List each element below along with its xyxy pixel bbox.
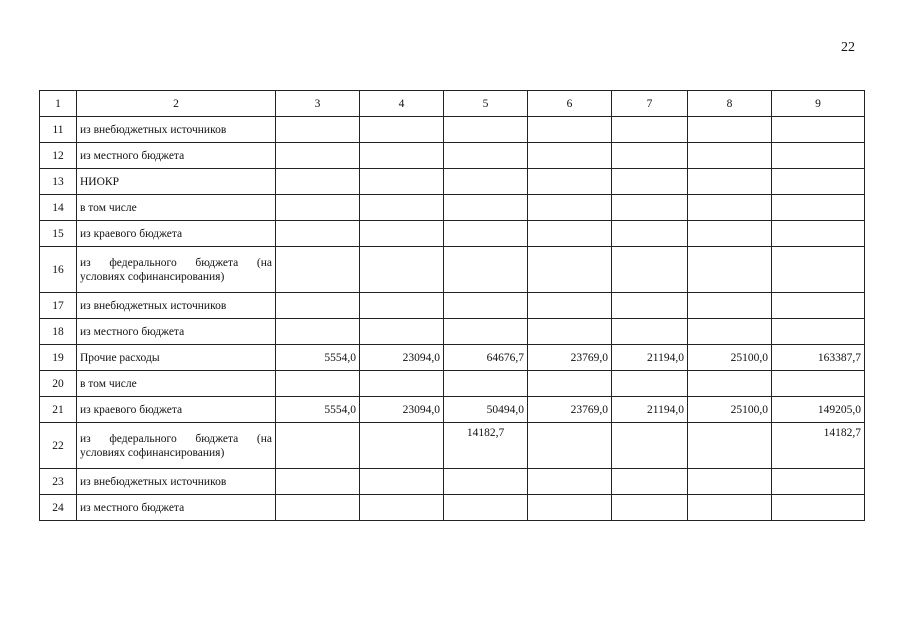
row-name-cell: из внебюджетных источников xyxy=(77,469,276,495)
row-number-cell: 20 xyxy=(40,371,77,397)
value-cell xyxy=(612,495,688,521)
value-cell xyxy=(528,221,612,247)
value-cell xyxy=(528,319,612,345)
value-cell xyxy=(772,195,865,221)
value-cell xyxy=(276,423,360,469)
row-name-cell: из краевого бюджета xyxy=(77,221,276,247)
value-cell: 21194,0 xyxy=(612,345,688,371)
value-cell xyxy=(528,371,612,397)
value-cell xyxy=(444,169,528,195)
value-cell xyxy=(360,221,444,247)
column-header: 3 xyxy=(276,91,360,117)
value-cell xyxy=(612,469,688,495)
table-row xyxy=(40,319,865,345)
value-cell: 23094,0 xyxy=(360,397,444,423)
value-cell xyxy=(360,143,444,169)
value-cell xyxy=(276,469,360,495)
row-name-cell: из местного бюджета xyxy=(77,143,276,169)
row-number-cell: 11 xyxy=(40,117,77,143)
column-header: 1 xyxy=(40,91,77,117)
value-cell xyxy=(360,469,444,495)
value-cell xyxy=(528,169,612,195)
value-cell: 14182,7 xyxy=(772,423,865,469)
row-number-cell: 22 xyxy=(40,423,77,469)
row-name-cell: из федерального бюджета (на условиях софинансирования) xyxy=(77,247,276,293)
value-cell xyxy=(528,117,612,143)
table-row xyxy=(40,169,865,195)
value-cell xyxy=(612,195,688,221)
value-cell xyxy=(612,371,688,397)
value-cell xyxy=(444,319,528,345)
row-name-cell: из местного бюджета xyxy=(77,319,276,345)
value-cell xyxy=(276,195,360,221)
value-cell xyxy=(528,293,612,319)
value-cell xyxy=(688,423,772,469)
value-cell: 50494,0 xyxy=(444,397,528,423)
value-cell xyxy=(688,195,772,221)
value-cell xyxy=(772,293,865,319)
page-number: 22 xyxy=(841,40,855,55)
value-cell xyxy=(688,469,772,495)
value-cell xyxy=(276,495,360,521)
value-cell xyxy=(360,195,444,221)
row-name-cell: НИОКР xyxy=(77,169,276,195)
column-header: 8 xyxy=(688,91,772,117)
row-number-cell: 21 xyxy=(40,397,77,423)
value-cell: 14182,7 xyxy=(444,423,528,469)
value-cell xyxy=(444,143,528,169)
value-cell xyxy=(276,143,360,169)
value-cell: 163387,7 xyxy=(772,345,865,371)
value-cell xyxy=(612,319,688,345)
budget-table xyxy=(39,90,865,521)
value-cell xyxy=(772,143,865,169)
row-number-cell: 23 xyxy=(40,469,77,495)
value-cell xyxy=(360,319,444,345)
value-cell xyxy=(612,169,688,195)
value-cell xyxy=(276,169,360,195)
row-number-cell: 24 xyxy=(40,495,77,521)
table-row xyxy=(40,371,865,397)
table-row xyxy=(40,397,865,423)
value-cell xyxy=(444,247,528,293)
row-name-cell: в том числе xyxy=(77,195,276,221)
table-row xyxy=(40,423,865,469)
table-row xyxy=(40,469,865,495)
value-cell xyxy=(444,117,528,143)
value-cell xyxy=(528,423,612,469)
value-cell xyxy=(772,371,865,397)
value-cell: 25100,0 xyxy=(688,345,772,371)
value-cell: 5554,0 xyxy=(276,397,360,423)
value-cell xyxy=(688,143,772,169)
table-row xyxy=(40,293,865,319)
table-row xyxy=(40,195,865,221)
value-cell xyxy=(612,117,688,143)
value-cell: 23769,0 xyxy=(528,345,612,371)
table-row xyxy=(40,221,865,247)
value-cell xyxy=(360,495,444,521)
value-cell xyxy=(688,117,772,143)
value-cell xyxy=(444,195,528,221)
value-cell: 64676,7 xyxy=(444,345,528,371)
row-number-cell: 12 xyxy=(40,143,77,169)
value-cell: 23769,0 xyxy=(528,397,612,423)
value-cell xyxy=(772,495,865,521)
value-cell xyxy=(360,117,444,143)
value-cell xyxy=(612,293,688,319)
value-cell xyxy=(444,293,528,319)
row-name-cell: из внебюджетных источников xyxy=(77,293,276,319)
header-row xyxy=(40,91,865,117)
table-body xyxy=(40,117,865,521)
value-cell xyxy=(688,495,772,521)
row-name-cell: из местного бюджета xyxy=(77,495,276,521)
table-row xyxy=(40,247,865,293)
row-name-cell: из федерального бюджета (на условиях софинансирования) xyxy=(77,423,276,469)
row-number-cell: 18 xyxy=(40,319,77,345)
value-cell xyxy=(360,169,444,195)
value-cell xyxy=(444,221,528,247)
value-cell xyxy=(688,293,772,319)
value-cell xyxy=(688,247,772,293)
row-number-cell: 17 xyxy=(40,293,77,319)
value-cell xyxy=(444,469,528,495)
value-cell xyxy=(528,195,612,221)
value-cell xyxy=(772,169,865,195)
value-cell xyxy=(276,247,360,293)
value-cell xyxy=(612,143,688,169)
value-cell xyxy=(688,169,772,195)
value-cell xyxy=(772,247,865,293)
table-row xyxy=(40,143,865,169)
value-cell xyxy=(772,319,865,345)
table-row xyxy=(40,117,865,143)
column-header: 4 xyxy=(360,91,444,117)
row-number-cell: 16 xyxy=(40,247,77,293)
table-row xyxy=(40,495,865,521)
value-cell xyxy=(360,371,444,397)
row-name-cell: из краевого бюджета xyxy=(77,397,276,423)
value-cell xyxy=(772,117,865,143)
value-cell xyxy=(772,469,865,495)
value-cell xyxy=(528,495,612,521)
value-cell xyxy=(528,143,612,169)
row-number-cell: 14 xyxy=(40,195,77,221)
column-header: 9 xyxy=(772,91,865,117)
row-name-cell: в том числе xyxy=(77,371,276,397)
row-name-cell: Прочие расходы xyxy=(77,345,276,371)
value-cell: 21194,0 xyxy=(612,397,688,423)
value-cell xyxy=(612,221,688,247)
column-header: 7 xyxy=(612,91,688,117)
value-cell xyxy=(444,495,528,521)
value-cell: 23094,0 xyxy=(360,345,444,371)
row-number-cell: 15 xyxy=(40,221,77,247)
value-cell xyxy=(612,423,688,469)
value-cell xyxy=(276,221,360,247)
row-name-cell: из внебюджетных источников xyxy=(77,117,276,143)
value-cell: 149205,0 xyxy=(772,397,865,423)
value-cell xyxy=(528,469,612,495)
value-cell xyxy=(772,221,865,247)
value-cell xyxy=(360,423,444,469)
row-number-cell: 13 xyxy=(40,169,77,195)
column-header: 6 xyxy=(528,91,612,117)
value-cell xyxy=(688,319,772,345)
value-cell xyxy=(360,247,444,293)
value-cell xyxy=(688,221,772,247)
column-header: 2 xyxy=(77,91,276,117)
column-header: 5 xyxy=(444,91,528,117)
value-cell: 5554,0 xyxy=(276,345,360,371)
value-cell xyxy=(276,293,360,319)
value-cell xyxy=(444,371,528,397)
value-cell xyxy=(360,293,444,319)
value-cell xyxy=(528,247,612,293)
value-cell xyxy=(276,117,360,143)
value-cell: 25100,0 xyxy=(688,397,772,423)
value-cell xyxy=(688,371,772,397)
value-cell xyxy=(276,371,360,397)
table-row xyxy=(40,345,865,371)
row-number-cell: 19 xyxy=(40,345,77,371)
value-cell xyxy=(612,247,688,293)
value-cell xyxy=(276,319,360,345)
